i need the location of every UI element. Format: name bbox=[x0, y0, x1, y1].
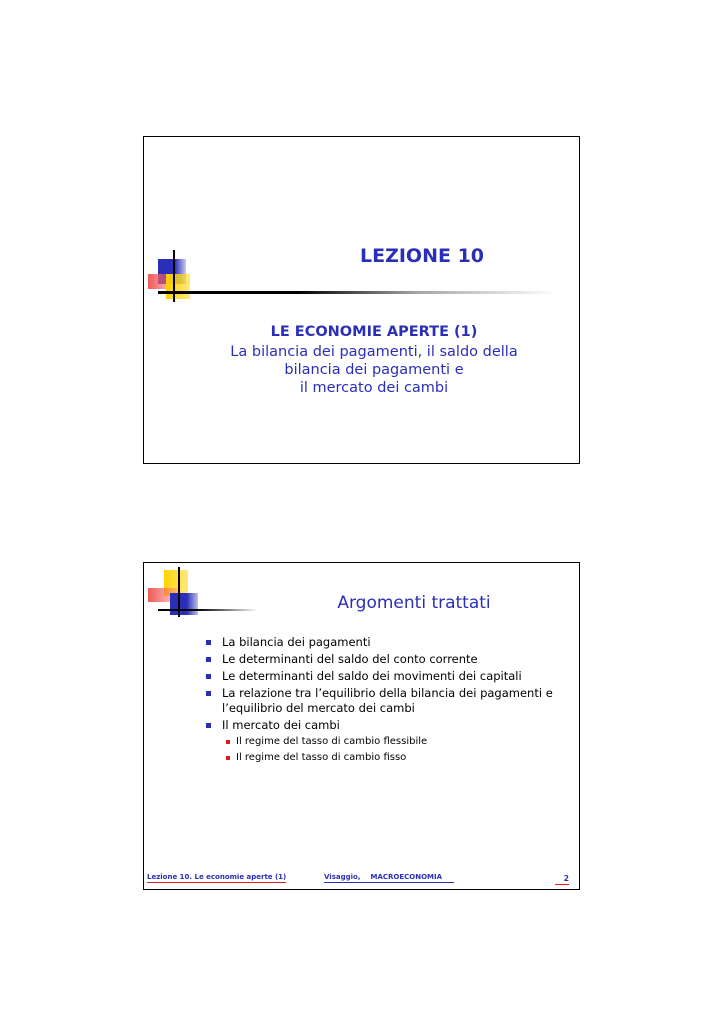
square-bullet-icon bbox=[206, 723, 211, 728]
sub-list-item-text: Il regime del tasso di cambio fisso bbox=[236, 752, 407, 763]
slide-1 bbox=[143, 136, 580, 464]
subtitle-line: La bilancia dei pagamenti, il saldo della bbox=[230, 344, 518, 360]
footer-lecture: Lezione 10. Le economie aperte (1) bbox=[147, 873, 287, 881]
footer-course: MACROECONOMIA bbox=[370, 873, 443, 881]
list-item bbox=[206, 635, 576, 650]
sub-list-item bbox=[222, 751, 576, 765]
horizontal-rule bbox=[158, 291, 558, 294]
sub-list bbox=[222, 735, 576, 765]
subtitle-heading: LE ECONOMIE APERTE (1) bbox=[270, 324, 478, 340]
slide-title: Argomenti trattati bbox=[337, 593, 491, 613]
list-item bbox=[206, 718, 576, 765]
subtitle-line: bilancia dei pagamenti e bbox=[284, 362, 464, 378]
yellow-square-decoration bbox=[166, 274, 190, 299]
list-item-text: Il mercato dei cambi bbox=[222, 718, 340, 732]
topics-list bbox=[206, 635, 576, 767]
slide-subtitle bbox=[204, 323, 544, 397]
list-item-text: La bilancia dei pagamenti bbox=[222, 635, 371, 649]
square-bullet-icon bbox=[206, 674, 211, 679]
list-item-text: Le determinanti del saldo dei movimenti dei capitali bbox=[222, 669, 522, 683]
list-item-text: La relazione tra l’equilibrio della bilancia dei pagamenti e l’equilibrio del mercato dei cambi bbox=[222, 686, 553, 715]
vertical-rule bbox=[173, 250, 175, 302]
sub-list-item-text: Il regime del tasso di cambio flessibile bbox=[236, 736, 428, 747]
square-bullet-icon bbox=[206, 640, 211, 645]
square-bullet-icon bbox=[206, 657, 211, 662]
slide-2 bbox=[143, 562, 580, 890]
list-item bbox=[206, 652, 576, 667]
list-item-text: Le determinanti del saldo del conto corrente bbox=[222, 652, 478, 666]
sub-list-item bbox=[222, 735, 576, 749]
footer-author: Visaggio, bbox=[324, 873, 361, 881]
subtitle-line: il mercato dei cambi bbox=[299, 380, 449, 396]
slide-footer bbox=[144, 869, 580, 889]
list-item bbox=[206, 686, 576, 716]
slide-title: LEZIONE 10 bbox=[359, 245, 485, 267]
square-bullet-icon bbox=[206, 691, 211, 696]
page-number: 2 bbox=[555, 874, 569, 885]
red-square-bullet-icon bbox=[226, 756, 230, 760]
blue-square-decoration bbox=[170, 593, 198, 615]
list-item bbox=[206, 669, 576, 684]
red-square-bullet-icon bbox=[226, 740, 230, 744]
footer-author-course bbox=[324, 873, 454, 883]
slide-logo-decoration bbox=[144, 137, 580, 464]
horizontal-rule bbox=[158, 609, 258, 611]
